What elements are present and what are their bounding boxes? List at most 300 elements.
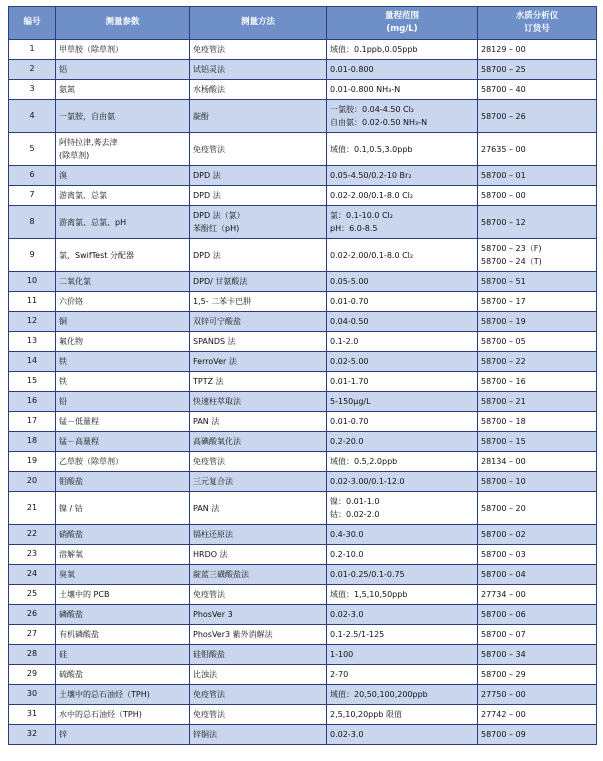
cell-range-text: 0.02-2.00/0.1-8.0 Cl₂: [330, 250, 414, 260]
cell-method: [190, 133, 327, 166]
cell-number: 2: [9, 60, 56, 80]
cell-number: 8: [9, 206, 56, 239]
cell-parameter-text: 硫酸盐: [59, 670, 83, 679]
cell-order-number: [478, 432, 597, 452]
cell-method-text: FerroVer 法: [193, 357, 237, 366]
cell-method-text: 免疫管法: [193, 590, 225, 599]
cell-number: 24: [9, 565, 56, 585]
cell-range-text: 0.1-2.5/1-125: [330, 630, 385, 639]
cell-parameter-text: 氯，SwifTest 分配器: [59, 250, 134, 260]
table-row: [9, 186, 597, 206]
cell-method: [190, 472, 327, 492]
cell-number: 11: [9, 292, 56, 312]
cell-order-number-text: 58700 – 12: [481, 217, 526, 227]
cell-parameter-text: 钼酸盐: [59, 477, 83, 486]
cell-parameter-text: 有机磷酸盐: [59, 630, 99, 639]
cell-parameter: [56, 392, 190, 412]
cell-order-number: [478, 625, 597, 645]
table-row: [9, 492, 597, 525]
cell-range: [327, 432, 478, 452]
cell-method-text: 免疫管法: [193, 710, 225, 719]
cell-parameter-text: 二氧化氯: [59, 277, 91, 286]
table-header-row: [9, 7, 597, 40]
cell-order-number: [478, 100, 597, 133]
cell-method: [190, 545, 327, 565]
cell-method-text: 免疫管法: [193, 144, 225, 154]
cell-number: 10: [9, 272, 56, 292]
cell-range-text: 5-150μg/L: [330, 397, 371, 406]
cell-range-text: 域值：1,5,10,50ppb: [330, 590, 408, 599]
header-number: 编号: [9, 7, 56, 40]
table-row: [9, 645, 597, 665]
cell-range: [327, 685, 478, 705]
cell-number: 20: [9, 472, 56, 492]
cell-range-text: 氯：0.1-10.0 Cl₂: [330, 211, 393, 220]
cell-number: 16: [9, 392, 56, 412]
cell-range: [327, 412, 478, 432]
cell-method-text: 靛酚: [193, 111, 209, 121]
cell-range: [327, 585, 478, 605]
cell-parameter-text: 锌: [59, 730, 67, 739]
cell-method-text: 快速柱萃取法: [193, 397, 241, 406]
cell-parameter-text: 水中的总石油烃（TPH): [59, 710, 142, 719]
cell-parameter-text: 阿特拉津,莠去津: [59, 138, 118, 147]
table-row: [9, 100, 597, 133]
cell-parameter-text: 甲草胺（除草剂）: [59, 45, 123, 54]
cell-range-text: 镍：0.01-1.0: [330, 497, 380, 506]
cell-range-text: 0.02-3.0: [330, 610, 364, 619]
cell-parameter: [56, 166, 190, 186]
cell-order-number: [478, 452, 597, 472]
table-row: [9, 166, 597, 186]
cell-method: [190, 239, 327, 272]
cell-parameter: [56, 545, 190, 565]
cell-method: [190, 392, 327, 412]
cell-method-text: 水杨酸法: [193, 85, 225, 94]
cell-order-number-text: 58700 – 06: [481, 610, 526, 619]
cell-range: [327, 545, 478, 565]
cell-method-text: 免疫管法: [193, 690, 225, 699]
cell-order-number: [478, 133, 597, 166]
cell-method: [190, 100, 327, 133]
table-row: [9, 412, 597, 432]
cell-parameter-text: 氟化物: [59, 337, 83, 346]
cell-method-text: 比浊法: [193, 670, 217, 679]
cell-range: [327, 186, 478, 206]
cell-method-text: 1,5- 二苯卡巴肼: [193, 297, 252, 306]
cell-order-number: [478, 292, 597, 312]
cell-range-text: 0.05-4.50/0.2-10 Br₂: [330, 171, 412, 180]
cell-order-number: [478, 412, 597, 432]
cell-method-text: 镉柱还原法: [193, 530, 233, 539]
header-order-subtitle: 订货号: [524, 24, 550, 34]
cell-parameter: [56, 133, 190, 166]
cell-range: [327, 80, 478, 100]
cell-range: [327, 292, 478, 312]
cell-method: [190, 525, 327, 545]
cell-range: [327, 452, 478, 472]
table-row: [9, 432, 597, 452]
header-range: [327, 7, 478, 40]
cell-range-text: 自由氨：0.02-0.50 NH₃-N: [330, 118, 428, 127]
cell-order-number-text: 58700 – 10: [481, 477, 526, 486]
table-row: [9, 352, 597, 372]
cell-number: 7: [9, 186, 56, 206]
cell-number: 9: [9, 239, 56, 272]
cell-number: 26: [9, 605, 56, 625]
cell-number: 18: [9, 432, 56, 452]
cell-parameter-text: 硅: [59, 650, 67, 659]
cell-range-text: 0.01-1.70: [330, 377, 369, 386]
cell-order-number: [478, 725, 597, 745]
cell-method: [190, 725, 327, 745]
cell-range-text: 0.01-0.70: [330, 417, 369, 426]
cell-range-text: 0.02-5.00: [330, 357, 369, 366]
cell-number: 28: [9, 645, 56, 665]
cell-parameter: [56, 685, 190, 705]
cell-order-number: [478, 545, 597, 565]
cell-range-text: 2-70: [330, 670, 349, 679]
cell-order-number-text: 58700 – 18: [481, 417, 526, 426]
cell-method: [190, 412, 327, 432]
cell-order-number: [478, 565, 597, 585]
cell-range-text: 0.02-3.00/0.1-12.0: [330, 477, 405, 486]
cell-parameter: [56, 605, 190, 625]
cell-parameter: [56, 472, 190, 492]
cell-order-number-text: 28129 – 00: [481, 45, 526, 54]
cell-method: [190, 312, 327, 332]
cell-order-number: [478, 40, 597, 60]
cell-range-text: 0.02-2.00/0.1-8.0 Cl₂: [330, 191, 414, 200]
cell-parameter-text: 一氯胺，自由氨: [59, 111, 115, 121]
header-method: 测量方法: [190, 7, 327, 40]
cell-order-number: [478, 705, 597, 725]
cell-parameter-text: 土壤中的总石油烃（TPH): [59, 690, 150, 699]
cell-parameter: [56, 665, 190, 685]
cell-range: [327, 352, 478, 372]
table-row: [9, 40, 597, 60]
cell-number: 4: [9, 100, 56, 133]
cell-parameter: [56, 705, 190, 725]
parameter-table-container: [8, 6, 596, 745]
cell-range-text: 0.4-30.0: [330, 530, 364, 539]
cell-order-number-text: 58700 – 04: [481, 570, 526, 579]
table-row: [9, 725, 597, 745]
cell-method-text: PAN 法: [193, 503, 220, 513]
cell-method-text: SPANDS 法: [193, 337, 236, 346]
cell-parameter: [56, 432, 190, 452]
cell-order-number-text: 58700 – 19: [481, 317, 526, 326]
cell-range: [327, 332, 478, 352]
cell-range: [327, 100, 478, 133]
cell-order-number: [478, 645, 597, 665]
cell-method: [190, 80, 327, 100]
cell-range-text: 0.01-0.800: [330, 65, 374, 74]
cell-method: [190, 492, 327, 525]
cell-number: 30: [9, 685, 56, 705]
cell-range-text: 域值：0.1ppb,0.05ppb: [330, 45, 418, 54]
cell-order-number: [478, 585, 597, 605]
cell-range-text: 钴：0.02-2.0: [330, 510, 380, 519]
cell-method: [190, 372, 327, 392]
parameter-table: [8, 6, 597, 745]
cell-parameter: [56, 40, 190, 60]
table-row: [9, 292, 597, 312]
cell-number: 25: [9, 585, 56, 605]
table-row: [9, 206, 597, 239]
cell-parameter: [56, 60, 190, 80]
cell-range: [327, 40, 478, 60]
cell-range-text: pH：6.0-8.5: [330, 224, 378, 233]
cell-method: [190, 186, 327, 206]
table-row: [9, 239, 597, 272]
cell-method: [190, 685, 327, 705]
cell-range: [327, 312, 478, 332]
cell-method-text: PhosVer 3: [193, 610, 233, 619]
cell-number: 14: [9, 352, 56, 372]
cell-parameter: [56, 186, 190, 206]
cell-order-number-text: 27734 – 00: [481, 590, 526, 599]
cell-method: [190, 272, 327, 292]
cell-range-text: 0.01-0.25/0.1-0.75: [330, 570, 405, 579]
cell-parameter-text: 铁: [59, 357, 67, 366]
cell-parameter: [56, 412, 190, 432]
cell-method: [190, 432, 327, 452]
cell-method-text: PAN 法: [193, 417, 220, 426]
cell-order-number-text: 58700 – 26: [481, 111, 526, 121]
cell-order-number: [478, 525, 597, 545]
cell-order-number: [478, 472, 597, 492]
cell-order-number: [478, 605, 597, 625]
cell-parameter: [56, 372, 190, 392]
cell-range: [327, 605, 478, 625]
table-row: [9, 133, 597, 166]
cell-number: 13: [9, 332, 56, 352]
cell-parameter-text: 乙草胺（除草剂）: [59, 457, 123, 466]
cell-method: [190, 565, 327, 585]
table-row: [9, 585, 597, 605]
cell-order-number: [478, 372, 597, 392]
cell-order-number-text: 58700 – 29: [481, 670, 526, 679]
header-range-title: 量程范围: [384, 11, 419, 21]
cell-method-text: TPTZ 法: [193, 377, 224, 386]
cell-method: [190, 292, 327, 312]
cell-range-text: 域值：20,50,100,200ppb: [330, 690, 428, 699]
cell-order-number-text: 58700 – 21: [481, 397, 526, 406]
cell-range: [327, 60, 478, 80]
table-row: [9, 625, 597, 645]
cell-order-number-text: 58700 – 07: [481, 630, 526, 639]
cell-order-number-text: 58700 – 15: [481, 437, 526, 446]
cell-number: 22: [9, 525, 56, 545]
header-range-unit: (mg/L): [386, 24, 418, 34]
cell-order-number-text: 27750 – 00: [481, 690, 526, 699]
cell-parameter-text: (除草剂): [59, 151, 90, 160]
cell-parameter: [56, 272, 190, 292]
cell-order-number: [478, 80, 597, 100]
cell-method-text: 锌铜法: [193, 730, 217, 739]
cell-parameter: [56, 645, 190, 665]
cell-range-text: 0.1-2.0: [330, 337, 359, 346]
cell-number: 17: [9, 412, 56, 432]
table-row: [9, 545, 597, 565]
table-row: [9, 685, 597, 705]
cell-parameter: [56, 292, 190, 312]
cell-method: [190, 166, 327, 186]
table-row: [9, 60, 597, 80]
cell-range: [327, 372, 478, 392]
cell-range: [327, 645, 478, 665]
cell-number: 15: [9, 372, 56, 392]
cell-method: [190, 605, 327, 625]
cell-order-number-text: 58700 – 24（T): [481, 257, 542, 266]
cell-parameter: [56, 206, 190, 239]
cell-range: [327, 525, 478, 545]
cell-order-number-text: 27635 – 00: [481, 144, 526, 154]
cell-parameter-text: 游离氯、总氯、pH: [59, 217, 127, 227]
cell-method-text: DPD 法: [193, 191, 221, 200]
cell-method-text: 高碘酸氧化法: [193, 437, 241, 446]
cell-method-text: 三元复合法: [193, 477, 233, 486]
cell-order-number-text: 58700 – 05: [481, 337, 526, 346]
cell-parameter-text: 土壤中的 PCB: [59, 590, 110, 599]
cell-method-text: DPD 法: [193, 171, 221, 180]
cell-method-text: DPD 法: [193, 250, 221, 260]
cell-order-number-text: 58700 – 51: [481, 277, 526, 286]
cell-parameter-text: 锰－高量程: [59, 437, 99, 446]
cell-parameter: [56, 100, 190, 133]
cell-parameter-text: 硝酸盐: [59, 530, 83, 539]
table-row: [9, 80, 597, 100]
cell-parameter-text: 锰－低量程: [59, 417, 99, 426]
cell-number: 31: [9, 705, 56, 725]
cell-range-text: 0.2-20.0: [330, 437, 364, 446]
cell-order-number: [478, 312, 597, 332]
cell-range-text: 0.04-0.50: [330, 317, 369, 326]
cell-parameter-text: 溴: [59, 171, 67, 180]
cell-method: [190, 40, 327, 60]
cell-range: [327, 206, 478, 239]
cell-method-text: 试铝灵法: [193, 65, 225, 74]
cell-order-number: [478, 492, 597, 525]
cell-order-number-text: 58700 – 20: [481, 503, 526, 513]
cell-method: [190, 665, 327, 685]
cell-range: [327, 166, 478, 186]
cell-order-number-text: 27742 – 00: [481, 710, 526, 719]
cell-parameter: [56, 239, 190, 272]
cell-method-text: PhosVer3 紫外消解法: [193, 630, 273, 639]
cell-range: [327, 705, 478, 725]
cell-method: [190, 705, 327, 725]
cell-order-number: [478, 60, 597, 80]
cell-number: 32: [9, 725, 56, 745]
cell-range-text: 0.05-5.00: [330, 277, 369, 286]
cell-parameter-text: 铝: [59, 65, 67, 74]
cell-method-text: DPD 法（氯）: [193, 211, 245, 220]
cell-range: [327, 492, 478, 525]
cell-range-text: 0.02-3.0: [330, 730, 364, 739]
cell-parameter-text: 游离氯、总氯: [59, 191, 107, 200]
cell-parameter: [56, 725, 190, 745]
cell-method-text: 硅钼酸盐: [193, 650, 225, 659]
cell-order-number: [478, 332, 597, 352]
cell-parameter: [56, 452, 190, 472]
table-row: [9, 372, 597, 392]
table-row: [9, 605, 597, 625]
cell-order-number-text: 58700 – 09: [481, 730, 526, 739]
cell-order-number-text: 58700 – 02: [481, 530, 526, 539]
cell-range: [327, 472, 478, 492]
cell-range-text: 域值：0.1,0.5,3.0ppb: [330, 144, 413, 154]
cell-parameter: [56, 332, 190, 352]
cell-parameter: [56, 565, 190, 585]
table-row: [9, 705, 597, 725]
cell-order-number-text: 58700 – 22: [481, 357, 526, 366]
cell-number: 27: [9, 625, 56, 645]
cell-parameter: [56, 525, 190, 545]
cell-order-number-text: 58700 – 23（F): [481, 244, 542, 253]
table-row: [9, 312, 597, 332]
cell-parameter-text: 铜: [59, 317, 67, 326]
cell-method: [190, 585, 327, 605]
header-parameter: 测量参数: [56, 7, 190, 40]
cell-range-text: 0.01-0.800 NH₃-N: [330, 85, 401, 94]
cell-range: [327, 565, 478, 585]
table-row: [9, 272, 597, 292]
table-row: [9, 452, 597, 472]
cell-range-text: 一氯胺：0.04-4.50 Cl₂: [330, 105, 415, 114]
cell-parameter: [56, 585, 190, 605]
cell-number: 23: [9, 545, 56, 565]
cell-number: 5: [9, 133, 56, 166]
cell-range-text: 1-100: [330, 650, 354, 659]
cell-range-text: 0.2-10.0: [330, 550, 364, 559]
table-row: [9, 392, 597, 412]
cell-parameter: [56, 625, 190, 645]
table-row: [9, 472, 597, 492]
table-body: [9, 40, 597, 745]
header-order-title: 水质分析仪: [515, 11, 559, 21]
cell-range: [327, 392, 478, 412]
cell-order-number: [478, 206, 597, 239]
cell-order-number-text: 28134 – 00: [481, 457, 526, 466]
cell-number: 1: [9, 40, 56, 60]
cell-method: [190, 625, 327, 645]
cell-order-number: [478, 352, 597, 372]
cell-parameter-text: 磷酸盐: [59, 610, 83, 619]
cell-range: [327, 625, 478, 645]
cell-order-number: [478, 186, 597, 206]
cell-parameter: [56, 312, 190, 332]
cell-parameter: [56, 492, 190, 525]
cell-range: [327, 665, 478, 685]
cell-method: [190, 645, 327, 665]
cell-order-number-text: 58700 – 16: [481, 377, 526, 386]
cell-parameter-text: 六价铬: [59, 297, 83, 306]
cell-method: [190, 452, 327, 472]
cell-parameter-text: 铅: [59, 397, 67, 406]
table-row: [9, 665, 597, 685]
cell-order-number-text: 58700 – 17: [481, 297, 526, 306]
cell-range-text: 域值：0.5,2.0ppb: [330, 457, 398, 466]
cell-number: 21: [9, 492, 56, 525]
cell-range: [327, 725, 478, 745]
cell-number: 6: [9, 166, 56, 186]
cell-method: [190, 352, 327, 372]
cell-method-text: 免疫管法: [193, 457, 225, 466]
cell-order-number-text: 58700 – 40: [481, 85, 526, 94]
cell-parameter: [56, 80, 190, 100]
